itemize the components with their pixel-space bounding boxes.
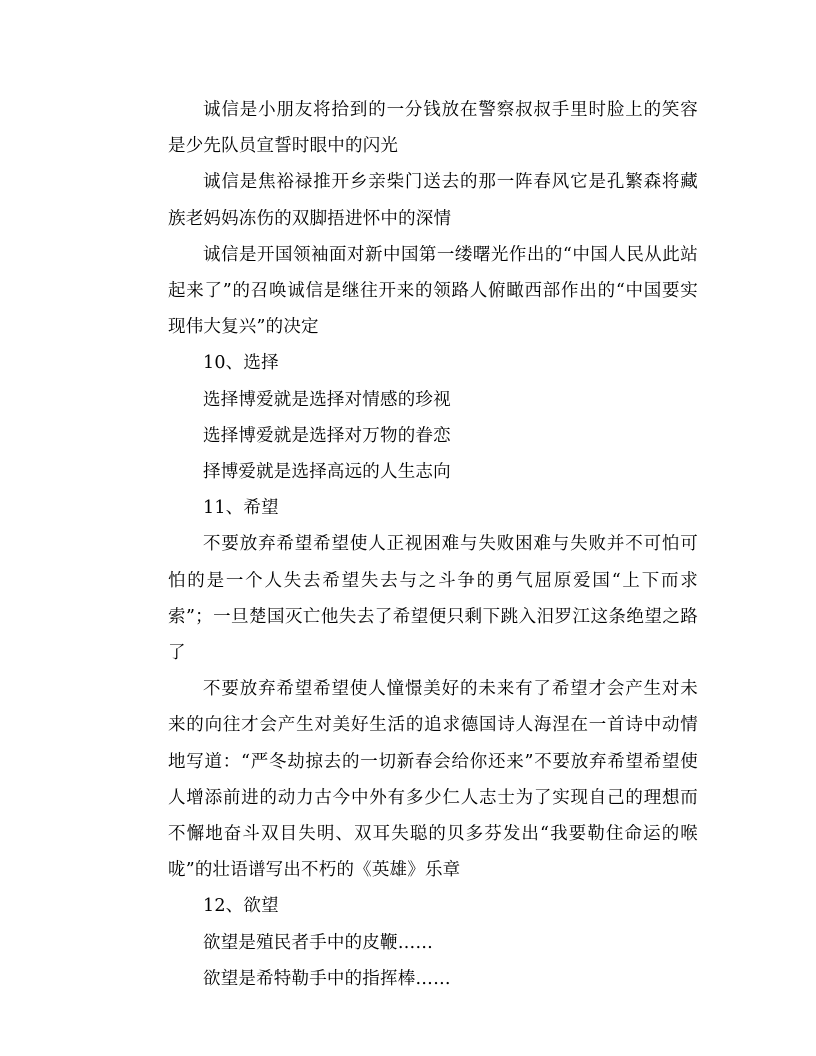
paragraph-hope-1: 不要放弃希望希望使人正视困难与失败困难与失败并不可怕可怕的是一个人失去希望失去与之斗争的勇气屈原爱国“上下而求索”；一旦楚国灭亡他失去了希望便只剩下跳入汨罗江这条绝望之路了 [168, 534, 698, 664]
section-heading-desire: 12、欲望 [203, 896, 279, 917]
paragraph-choice-1: 选择博爱就是选择对情感的珍视 [203, 389, 451, 410]
paragraph-choice-2: 选择博爱就是选择对万物的眷恋 [203, 425, 451, 446]
paragraph-hope-2: 不要放弃希望希望使人憧憬美好的未来有了希望才会产生对未来的向往才会产生对美好生活的追求德国诗人海涅在一首诗中动情地写道：“严冬劫掠去的一切新春会给你还来”不要放弃希望希望使人增添前进的动力古今中外有多少仁人志士为了实现自己的理想而不懈地奋斗双目失明、双耳失聪的贝多芬发出“我要勒住命运的喉咙”的壮语谱写出不朽的《英雄》乐章 [168, 679, 698, 881]
paragraph-integrity-3: 诚信是开国领袖面对新中国第一缕曙光作出的“中国人民从此站起来了”的召唤诚信是继往开来的领路人俯瞰西部作出的“中国要实现伟大复兴”的决定 [168, 244, 698, 338]
paragraph-desire-2: 欲望是希特勒手中的指挥棒…… [203, 968, 451, 989]
document-body [168, 92, 698, 997]
paragraph-choice-3: 择博爱就是选择高远的人生志向 [203, 462, 451, 483]
section-heading-hope: 11、希望 [203, 498, 279, 519]
section-heading-choice: 10、选择 [203, 353, 279, 374]
paragraph-integrity-1: 诚信是小朋友将拾到的一分钱放在警察叔叔手里时脸上的笑容是少先队员宣誓时眼中的闪光 [168, 100, 698, 157]
paragraph-integrity-2: 诚信是焦裕禄推开乡亲柴门送去的那一阵春风它是孔繁森将藏族老妈妈冻伤的双脚捂进怀中的深情 [168, 172, 698, 229]
paragraph-desire-1: 欲望是殖民者手中的皮鞭…… [203, 932, 434, 953]
